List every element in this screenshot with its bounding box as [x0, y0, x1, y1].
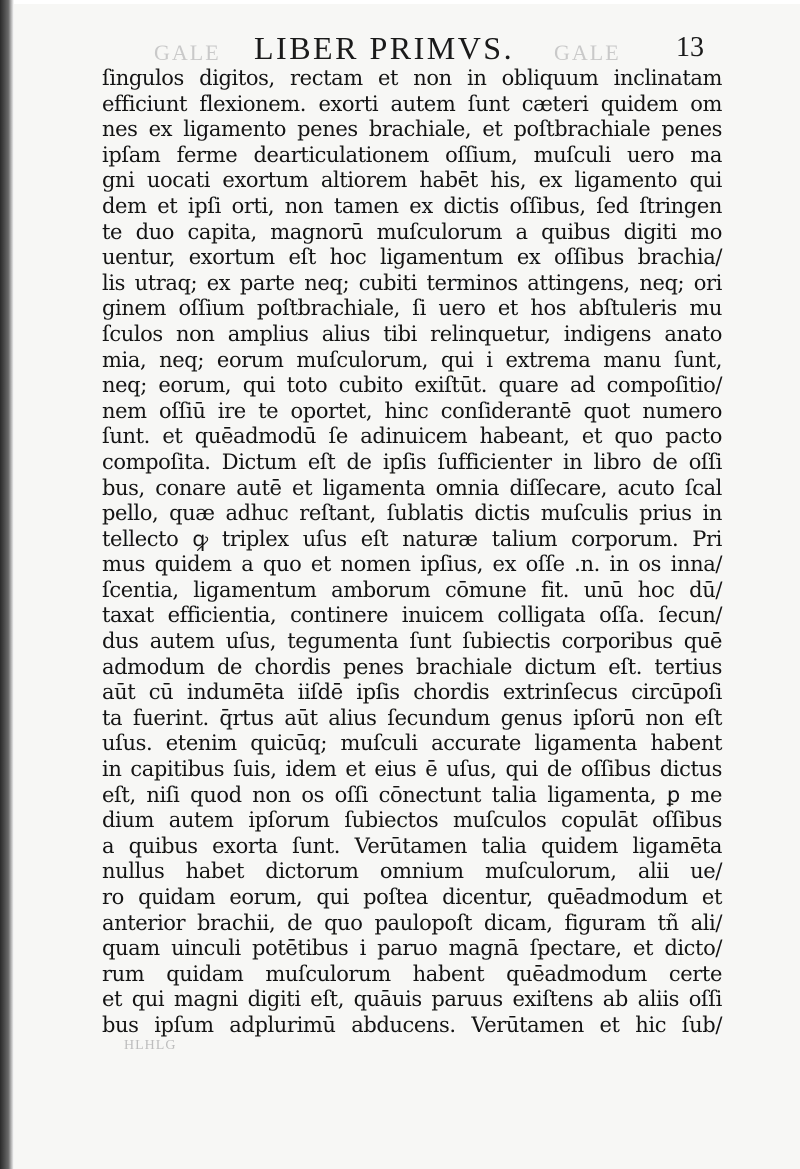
- text-line: uſus. etenim quicūq; muſculi accurate ligamenta habent: [102, 731, 722, 756]
- text-line: ginem oſſium poſtbrachiale, ſi uero et hos abſtuleris mu: [102, 296, 722, 321]
- text-line: te duo capita, magnorū muſculorum a quibus digiti mo: [102, 219, 722, 244]
- text-line: gni uocati exortum altiorem habēt his, ex ligamento qui: [102, 168, 722, 193]
- book-page: [14, 4, 800, 1169]
- text-line: in capitibus ſuis, idem et eius ē uſus, qui de oſſibus dictus: [102, 757, 722, 782]
- text-line: ta fuerint. q̄rtus aūt alius ſecundum genus ipſorū non eſt: [102, 705, 722, 730]
- text-line: nes ex ligamento penes brachiale, et poſtbrachiale penes: [102, 117, 722, 142]
- text-line: rum quidam muſculorum habent quēadmodum certe: [102, 961, 722, 986]
- text-line: ro quidam eorum, qui poſtea dicentur, quēadmodum et: [102, 885, 722, 909]
- text-line: anterior brachii, de quo paulopoſt dicam, figuram tñ ali/: [102, 910, 722, 935]
- text-line: mia, neq; eorum muſculorum, qui i extrema manu ſunt,: [102, 347, 722, 372]
- text-line: admodum de chordis penes brachiale dictum eſt. tertius: [102, 654, 722, 679]
- text-line: nem oſſiū ire te oportet, hinc conſiderantē quot numero: [102, 398, 722, 423]
- text-line: lis utraq; ex parte neq; cubiti terminos attingens, neq; ori: [102, 270, 722, 295]
- text-line: et qui magni digiti eſt, quāuis paruus exiſtens ab aliis oſſi: [102, 987, 722, 1012]
- text-line: ipſam ferme dearticulationem oſſium, muſculi uero ma: [102, 142, 722, 167]
- text-line: bus, conare autē et ligamenta omnia diſſecare, acuto ſcal: [102, 475, 722, 500]
- text-line: tellecto ꝙ triplex uſus eſt naturæ talium corporum. Pri: [102, 526, 722, 551]
- text-line: compoſita. Dictum eſt de ipſis ſufficienter in libro de oſſi: [102, 449, 722, 474]
- text-line: ſculos non amplius alius tibi relinquetur, indigens anato: [102, 321, 722, 346]
- page-number: 13: [676, 32, 704, 63]
- show-through-text-left: GALE: [154, 40, 221, 65]
- text-line: dem et ipſi orti, non tamen ex dictis oſſibus, ſed ſtringen: [102, 193, 722, 218]
- text-line: a quibus exorta ſunt. Verūtamen talia quidem ligamēta: [102, 833, 722, 858]
- text-line: neq; eorum, qui toto cubito exiſtūt. quare ad compoſitio/: [102, 373, 722, 398]
- text-line: uentur, exortum eſt hoc ligamentum ex oſſibus brachia/: [102, 245, 722, 270]
- text-line: ſunt. et quēadmodū ſe adinuicem habeant, et quo pacto: [102, 424, 722, 449]
- text-line: dium autem ipſorum ſubiectos muſculos copulāt oſſibus: [102, 808, 722, 833]
- text-line: efficiunt flexionem. exorti autem ſunt cæteri quidem om: [102, 91, 722, 116]
- text-line: dus autem uſus, tegumenta ſunt ſubiectis corporibus quē: [102, 629, 722, 654]
- text-line: mus quidem a quo et nomen ipſius, ex oſſe .n. in os inna/: [102, 552, 722, 577]
- text-line: pello, quæ adhuc reſtant, ſublatis dictis muſculis prius in: [102, 501, 722, 526]
- show-through-catchword: HLHLG: [124, 1038, 177, 1053]
- text-line: nullus habet dictorum omnium muſculorum, alii ue/: [102, 859, 722, 884]
- text-line: aūt cū indumēta iiſdē ipſis chordis extrinſecus circūpoſi: [102, 680, 722, 705]
- scan-edge-shadow: [0, 0, 14, 1169]
- body-text: [102, 66, 722, 1039]
- text-line: taxat efficientia, continere inuicem colligata oſſa. ſecun/: [102, 603, 722, 628]
- show-through-text-right: GALE: [554, 40, 621, 65]
- text-line: quam uinculi potētibus i paruo magnā ſpectare, et dicto/: [102, 936, 722, 961]
- running-head: LIBER PRIMVS.: [254, 30, 515, 66]
- text-line: ſcentia, ligamentum amborum cōmune fit. unū hoc dū/: [102, 577, 722, 602]
- text-line: bus ipſum adplurimū abducens. Verūtamen et hic ſub/: [102, 1012, 722, 1037]
- text-line: ſingulos digitos, rectam et non in obliquum inclinatam: [102, 66, 722, 90]
- text-line: eſt, niſi quod non os oſſi cōnectunt talia ligamenta, ꝑ me: [102, 782, 722, 807]
